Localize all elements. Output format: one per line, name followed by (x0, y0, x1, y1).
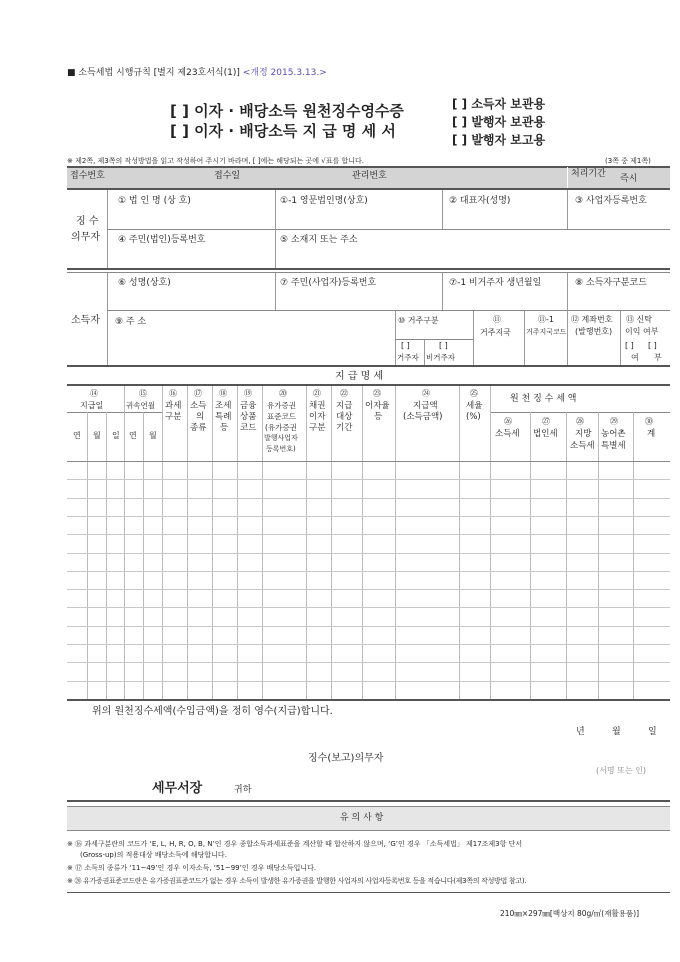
col-21-bond-3: 구분 (309, 423, 326, 433)
earner-label: 소득자 (71, 315, 100, 326)
col-27-corp-tax: 법인세 (533, 429, 558, 439)
col-15-year: 연 (129, 431, 137, 440)
page-info: (3쪽 중 제1쪽) (605, 157, 651, 165)
table-row[interactable] (67, 589, 670, 590)
withholder-label-2: 의무자 (71, 232, 100, 243)
col-16-tax-type-2: 구분 (165, 412, 182, 422)
notes-title: 유 의 사 항 (340, 813, 384, 823)
field-7-reg-no[interactable]: ⑦ 주민(사업자)등록번호 (280, 278, 377, 288)
manage-number-label: 관리번호 (352, 171, 387, 181)
col-30-num: ㉚ (645, 417, 653, 426)
col-19-product-code-3: 코드 (240, 423, 257, 433)
receipt-date-label: 접수일 (214, 171, 241, 181)
col-22-period-2: 대상 (336, 412, 353, 422)
col-25-taxrate-1: 세율 (466, 401, 483, 411)
col-26-num: ㉖ (504, 417, 512, 426)
col-21-num: ㉑ (313, 389, 321, 398)
table-row[interactable] (67, 607, 670, 608)
col-18-special-3: 등 (220, 423, 229, 433)
col-29-num: ㉙ (610, 417, 618, 426)
note-2: ※ ⑰ 소득의 종류가 ‘11~49’인 경우 이자소득, ‘51~99’인 경우 배당소득입니다. (67, 864, 317, 872)
table-row[interactable] (67, 662, 670, 663)
field-13-trust: ⑬ 신탁 (626, 315, 652, 324)
col-30-total: 계 (647, 429, 656, 439)
withholder-label-1: 징 수 (76, 216, 99, 227)
law-reference: ■ 소득세법 시행규칙 [별지 제23호서식(1)] <개정 2015.3.13.> (67, 68, 327, 78)
field-8-earner-code[interactable]: ⑧ 소득자구분코드 (575, 278, 647, 288)
col-14-payment-date: 지급일 (80, 401, 104, 410)
col-24-amount-2: (소득금액) (403, 412, 443, 422)
table-row[interactable] (67, 644, 670, 645)
col-28-local-tax-2: 소득세 (570, 441, 595, 451)
col-20-securities-5: 등록번호) (266, 445, 296, 453)
date-day-label: 일 (648, 727, 657, 737)
col-18-special-1: 조세 (215, 401, 232, 411)
col-20-securities-4: 발행사업자 (264, 434, 298, 442)
title-line-1: [ ] 이자 · 배당소득 원천징수영수증 (170, 102, 404, 120)
checkbox-resident[interactable]: [ ] (401, 341, 410, 350)
col-16-tax-type-1: 과세 (165, 401, 182, 411)
col-29-rural-tax-1: 농어촌 (601, 429, 626, 439)
field-11-1-num: ⑪-1 (538, 315, 554, 324)
col-21-bond-2: 이자 (309, 412, 326, 422)
note-1-line-1: ※ ⑯ 과세구분란의 코드가 ‘E, L, H, R, O, B, N’인 경우 종합소득과세표준을 계산할 때 합산하지 않으며, ‘G’인 경우 「소득세법」 제17조제3항 단서 (67, 840, 523, 848)
paper-spec-footer: 210㎜×297㎜[백상지 80g/㎡(재활용품)] (500, 909, 640, 918)
col-28-local-tax-1: 지방 (575, 429, 592, 439)
col-day: 일 (112, 431, 120, 440)
col-22-num: ㉒ (340, 389, 348, 398)
resident-label: 거주자 (397, 353, 419, 362)
process-period-label: 처리기간 (571, 169, 606, 179)
col-29-rural-tax-2: 특별세 (601, 441, 626, 451)
field-9-address[interactable]: ⑨ 주 소 (115, 317, 147, 327)
col-22-period-1: 지급 (336, 401, 353, 411)
col-year: 연 (73, 431, 81, 440)
field-1-1-english-name[interactable]: ①-1 영문법인명(상호) (280, 196, 368, 206)
col-23-rate-1: 이자율 (365, 401, 390, 411)
process-period-value: 즉시 (620, 174, 638, 184)
trust-yes-label: 여 (631, 353, 639, 362)
col-20-securities-1: 유가증권 (267, 401, 296, 410)
field-6-name[interactable]: ⑥ 성명(상호) (118, 278, 171, 288)
trust-no-label: 부 (654, 353, 662, 362)
copy-issuer[interactable]: [ ] 발행자 보관용 (452, 115, 546, 129)
col-17-num: ⑰ (194, 389, 202, 398)
field-11-1-country-code[interactable]: 거주지국코드 (526, 328, 567, 336)
col-18-num: ⑱ (219, 389, 227, 398)
col-19-num: ⑲ (244, 389, 252, 398)
col-21-bond-1: 채권 (309, 401, 326, 411)
withholder-signature-label: 징수(보고)의무자 (308, 753, 384, 764)
note-3: ※ ⑳ 유가증권표준코드란은 유가증권표준코드가 없는 경우 소득이 발생한 유가증권을 발행한 사업자의 사업자등록번호 등을 적습니다(제3쪽의 작성방법 참고). (67, 877, 527, 885)
col-23-num: ㉓ (373, 389, 381, 398)
copy-earner[interactable]: [ ] 소득자 보관용 (452, 97, 546, 111)
col-23-rate-2: 등 (374, 412, 383, 422)
date-year-label: 년 (576, 727, 585, 737)
col-28-num: ㉘ (576, 417, 584, 426)
field-2-representative[interactable]: ② 대표자(성명) (449, 196, 511, 206)
col-15-month: 월 (149, 431, 157, 440)
field-12-account[interactable]: ⑫ 계좌번호 (571, 315, 613, 324)
checkbox-trust-no[interactable]: [ ] (648, 341, 657, 350)
col-25-num: ㉕ (470, 389, 478, 398)
col-26-income-tax: 소득세 (495, 429, 520, 439)
col-14-num: ⑭ (90, 389, 98, 398)
col-20-num: ⑳ (279, 389, 287, 398)
col-month: 월 (93, 431, 101, 440)
receipt-number-label: 접수번호 (70, 171, 105, 181)
col-18-special-2: 특례 (215, 412, 232, 422)
checkbox-nonresident[interactable]: [ ] (439, 341, 448, 350)
field-10-residency: ⑩ 거주구분 (398, 316, 439, 325)
col-20-securities-2: 표준코드 (267, 412, 296, 421)
col-25-taxrate-2: (%) (466, 412, 481, 422)
field-11-num: ⑪ (493, 315, 501, 324)
col-16-num: ⑯ (169, 389, 177, 398)
field-3-business-reg-no[interactable]: ③ 사업자등록번호 (575, 196, 647, 206)
col-17-income-type-1: 소득 (190, 401, 207, 411)
col-19-product-code-1: 금융 (240, 401, 257, 411)
confirm-statement: 위의 원천징수세액(수입금액)을 정히 영수(지급)합니다. (92, 706, 333, 717)
copy-report[interactable]: [ ] 발행자 보고용 (452, 133, 546, 147)
table-row[interactable] (67, 626, 670, 627)
signature-hint[interactable]: (서명 또는 인) (596, 766, 646, 775)
field-5-address[interactable]: ⑤ 소재지 또는 주소 (280, 235, 358, 245)
withholding-tax-title: 원 천 징 수 세 액 (510, 394, 577, 404)
nonresident-label: 비거주자 (426, 353, 455, 362)
title-line-2: [ ] 이자 · 배당소득 지 급 명 세 서 (170, 122, 396, 140)
instructions: ※ 제2쪽, 제3쪽의 작성방법을 읽고 작성하여 주시기 바라며, [ ]에는 해당되는 곳에 √표를 합니다. (67, 157, 364, 165)
col-20-securities-3: (유가증권 (265, 423, 297, 432)
table-row[interactable] (67, 516, 670, 517)
col-17-income-type-3: 종류 (190, 423, 207, 433)
field-13-trust-profit: 이익 여부 (625, 327, 659, 336)
revision-date: <개정 2015.3.13.> (242, 68, 327, 78)
field-4-resident-reg-no[interactable]: ④ 주민(법인)등록번호 (118, 235, 206, 245)
field-1-corp-name[interactable]: ① 법 인 명 (상 호) (118, 196, 191, 206)
table-row[interactable] (67, 498, 670, 499)
table-row[interactable] (67, 553, 670, 554)
col-19-product-code-2: 상품 (240, 412, 257, 422)
details-title: 지 급 명 세 (335, 371, 384, 382)
col-17-income-type-2: 의 (196, 412, 205, 422)
field-12-issue-no: (발행번호) (575, 327, 613, 336)
tax-office-addressee: 세무서장 (152, 781, 203, 796)
table-row[interactable] (67, 534, 670, 535)
table-row[interactable] (67, 571, 670, 572)
col-15-attribution-ym: 귀속연월 (126, 401, 155, 410)
honorific: 귀하 (234, 785, 252, 795)
table-row[interactable] (67, 479, 670, 480)
col-27-num: ㉗ (542, 417, 550, 426)
date-month-label: 월 (612, 727, 621, 737)
note-1-line-2: (Gross-up)의 적용대상 배당소득에 해당합니다. (80, 851, 227, 859)
field-7-1-birthdate[interactable]: ⑦-1 비거주자 생년월일 (449, 278, 542, 288)
col-15-num: ⑮ (139, 389, 147, 398)
field-11-country[interactable]: 거주지국 (480, 328, 511, 337)
col-24-amount-1: 지급액 (413, 401, 438, 411)
table-row[interactable] (67, 681, 670, 682)
col-22-period-3: 기간 (336, 423, 353, 433)
checkbox-trust-yes[interactable]: [ ] (625, 341, 634, 350)
col-24-num: ㉔ (422, 389, 430, 398)
